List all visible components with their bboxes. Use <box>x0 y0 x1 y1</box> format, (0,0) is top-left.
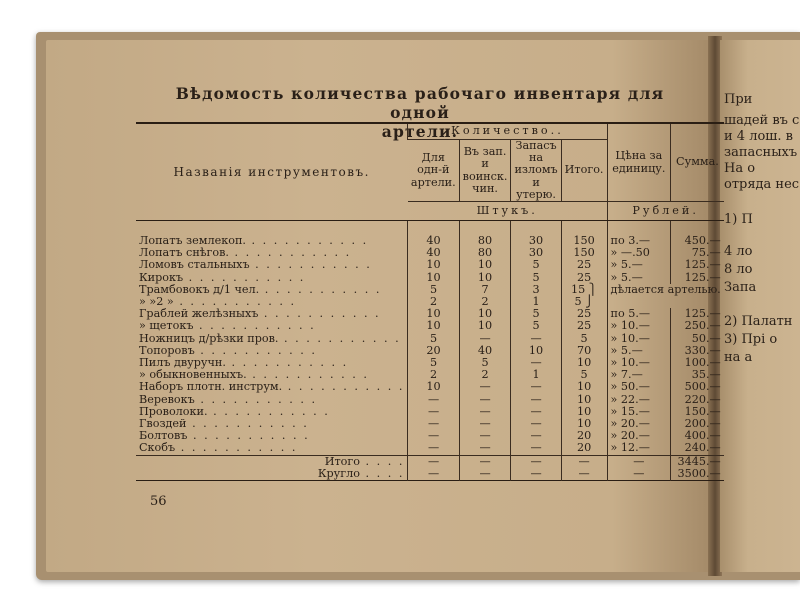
cell-spare: — <box>511 418 561 430</box>
row-name-text: Веревокъ <box>139 393 195 406</box>
cell-reserve: — <box>459 468 511 481</box>
row-name <box>136 320 408 332</box>
row-name-text: Ломовъ стальныхъ <box>139 259 250 272</box>
cell-reserve: — <box>459 455 511 468</box>
cell-per-artel: 5 <box>408 357 459 369</box>
right-page-line: 1) П <box>724 212 753 227</box>
cell-sum: 250.— <box>671 320 724 332</box>
right-page-line: запасныхъ <box>724 145 798 160</box>
leader-dots: . . . . . . . . . . . <box>173 296 297 309</box>
right-page-line: шадей въ с <box>724 113 800 128</box>
row-name <box>136 308 408 320</box>
cell-price: » 10.— <box>607 320 671 332</box>
row-name-text: Трамбовокъ д/1 чел. <box>139 283 260 296</box>
row-name-text: Кирокъ <box>139 271 184 284</box>
row-name <box>136 333 408 345</box>
cell-per-artel: — <box>408 406 459 418</box>
cell-spare: — <box>511 468 561 481</box>
leader-dots: . . . . <box>359 467 405 480</box>
row-name <box>136 284 408 296</box>
cell-spare: 3 <box>511 284 561 296</box>
cell-reserve: 80 <box>459 247 511 259</box>
cell-total: 10 <box>561 394 607 406</box>
title-line-1: Вѣдомость количества рабочаго инвентаря для одной <box>175 84 665 122</box>
cell-reserve: 2 <box>459 296 511 308</box>
cell-spare: 5 <box>511 320 561 332</box>
leader-dots: . . . . . . . . . . . <box>228 247 352 260</box>
cell-price: » 20.— <box>607 430 671 442</box>
header-per-artel: Для одн-й артели. <box>408 140 459 202</box>
table-row <box>136 259 724 271</box>
cell-spare: — <box>511 442 561 455</box>
cell-spare: — <box>511 357 561 369</box>
totals-row <box>136 455 724 468</box>
cell-spare: — <box>511 333 561 345</box>
cell-spare: 30 <box>511 235 561 247</box>
inventory-table <box>136 122 724 481</box>
cell-sum: 200.— <box>671 418 724 430</box>
row-name <box>136 406 408 418</box>
table-row <box>136 381 724 393</box>
cell-total: 10 <box>561 406 607 418</box>
cell-spare: 1 <box>511 296 561 308</box>
table-row <box>136 320 724 332</box>
leader-dots: . . . . . . . . . . . <box>193 320 316 333</box>
cell-total: 20 <box>561 442 607 455</box>
leader-dots: . . . . . . . . . . . <box>194 393 318 406</box>
cell-reserve: — <box>459 418 511 430</box>
leader-dots: . . . . . . . . . . . <box>249 259 372 272</box>
cell-sum: 500.— <box>671 381 724 393</box>
cell-total: 20 <box>561 430 607 442</box>
cell-total: 150 <box>561 235 607 247</box>
header-pieces: Штукъ. <box>408 202 607 221</box>
row-name <box>136 357 408 369</box>
cell-sum: 330.— <box>671 345 724 357</box>
leader-dots: . . . . . . . . . . . <box>246 369 369 382</box>
header-total: Итого. <box>561 140 607 202</box>
header-quantity: Количество.. <box>408 123 607 140</box>
cell-sum: 100.— <box>671 357 724 369</box>
cell-per-artel: 10 <box>408 381 459 393</box>
leader-dots: . . . . . . . . . . . <box>278 332 401 345</box>
cell-sum: 220.— <box>671 394 724 406</box>
cell-total: — <box>561 468 607 481</box>
cell-sum: 3445.— <box>671 455 724 468</box>
cell-total: 25 <box>561 320 607 332</box>
cell-reserve: — <box>459 442 511 455</box>
cell-per-artel: 40 <box>408 235 459 247</box>
cell-total: 10 <box>561 381 607 393</box>
cell-sum: 50.— <box>671 333 724 345</box>
row-name-text: Пилъ двуручн. <box>139 357 226 370</box>
leader-dots: . . . . . . . . . . . <box>245 235 369 248</box>
cell-reserve: — <box>459 430 511 442</box>
right-page-line: При <box>724 92 753 107</box>
row-name <box>136 345 408 357</box>
leader-dots: . . . . . . . . . . . <box>225 357 349 370</box>
cell-per-artel: 2 <box>408 296 459 308</box>
cell-per-artel: 20 <box>408 345 459 357</box>
right-page-line: 3) Прі о <box>724 332 778 347</box>
cell-per-artel: 10 <box>408 320 459 332</box>
cell-reserve: — <box>459 394 511 406</box>
cell-reserve: 2 <box>459 369 511 381</box>
cell-spare: 5 <box>511 308 561 320</box>
cell-total: — <box>561 455 607 468</box>
cell-per-artel: 40 <box>408 247 459 259</box>
cell-sum: 35.— <box>671 369 724 381</box>
right-page-line: отряда нес <box>724 177 800 192</box>
cell-total: 5 <box>561 333 607 345</box>
cell-price: — <box>607 455 671 468</box>
cell-total: 150 <box>561 247 607 259</box>
leader-dots: . . . . . . . . . . . <box>207 405 330 418</box>
cell-reserve: 7 <box>459 284 511 296</box>
cell-price: » 20.— <box>607 418 671 430</box>
cell-total: 25 <box>561 308 607 320</box>
row-name <box>136 394 408 406</box>
totals-label-text: Итого <box>324 455 360 468</box>
cell-per-artel: — <box>408 430 459 442</box>
row-name-text: Лопатъ землекоп. <box>139 235 246 248</box>
cell-sum: 450.— <box>671 235 724 247</box>
leader-dots: . . . . . . . . . . . <box>194 344 317 357</box>
cell-reserve: — <box>459 333 511 345</box>
cell-per-artel: 5 <box>408 284 459 296</box>
cell-sum: 125.— <box>671 272 724 284</box>
cell-price: » 5.— <box>607 272 671 284</box>
leader-dots: . . . . . . . . . . . <box>175 442 298 455</box>
row-name-text: Болтовъ <box>139 430 188 443</box>
row-name-text: » обыкновенныхъ. <box>139 369 247 382</box>
leader-dots: . . . . . . . . . . . <box>258 308 381 321</box>
right-page-line: На о <box>724 161 756 176</box>
cell-per-artel: 10 <box>408 259 459 271</box>
row-name <box>136 369 408 381</box>
cell-spare: 5 <box>511 259 561 271</box>
cell-total: 5 <box>561 369 607 381</box>
cell-total: 10 <box>561 418 607 430</box>
cell-sum: 150.— <box>671 406 724 418</box>
cell-price: — <box>607 468 671 481</box>
row-name <box>136 247 408 259</box>
cell-price: » 5.— <box>607 345 671 357</box>
row-name-text: Топоровъ <box>139 344 195 357</box>
row-name <box>136 418 408 430</box>
row-name-text: Граблей желѣзныхъ <box>139 308 259 321</box>
header-reserve: Въ зап. и воинск. чин. <box>459 140 511 202</box>
leader-dots: . . . . <box>359 455 405 468</box>
header-names-text: Названія инструментовъ. <box>173 164 370 179</box>
row-name <box>136 235 408 247</box>
row-name-text: Наборъ плотн. инструм. <box>139 381 283 394</box>
row-name-text: » »2 » <box>139 296 174 309</box>
row-name-text: Лопатъ снѣгов. <box>139 247 229 260</box>
cell-spare: 1 <box>511 369 561 381</box>
leader-dots: . . . . . . . . . . . <box>186 418 309 431</box>
cell-per-artel: — <box>408 442 459 455</box>
cell-sum: 240.— <box>671 442 724 455</box>
cell-spare: 10 <box>511 345 561 357</box>
right-page-line: на а <box>724 350 753 365</box>
title-line-2: артели. <box>381 122 459 141</box>
brace-note: дѣлается артелью. <box>607 284 724 296</box>
row-name <box>136 430 408 442</box>
right-page-line: 2) Палатн <box>724 314 793 329</box>
cell-per-artel: 10 <box>408 272 459 284</box>
leader-dots: . . . . . . . . . . . <box>282 381 405 394</box>
table-body <box>136 235 724 481</box>
cell-total: 5 ⎭ <box>561 296 607 308</box>
cell-reserve: 10 <box>459 272 511 284</box>
cell-reserve: 10 <box>459 308 511 320</box>
row-name-text: Скобъ <box>139 442 176 455</box>
cell-reserve: 40 <box>459 345 511 357</box>
cell-spare: 30 <box>511 247 561 259</box>
row-name-text: » щетокъ <box>139 320 194 333</box>
cell-sum: 400.— <box>671 430 724 442</box>
totals-label <box>136 468 408 481</box>
cell-spare: — <box>511 394 561 406</box>
cell-total: 10 <box>561 357 607 369</box>
cell-reserve: 10 <box>459 320 511 332</box>
cell-spare: — <box>511 430 561 442</box>
cell-per-artel: 5 <box>408 333 459 345</box>
table-row <box>136 442 724 455</box>
cell-reserve: 80 <box>459 235 511 247</box>
cell-sum: 125.— <box>671 308 724 320</box>
row-name-text: Гвоздей <box>139 418 187 431</box>
row-name <box>136 296 408 308</box>
cell-reserve: 5 <box>459 357 511 369</box>
cell-price: » 50.— <box>607 381 671 393</box>
header-sum: Сумма. <box>671 123 724 202</box>
cell-sum: 125.— <box>671 259 724 271</box>
cell-price: » 10.— <box>607 333 671 345</box>
leader-dots: . . . . . . . . . . . <box>187 430 310 443</box>
cell-price: по 5.— <box>607 308 671 320</box>
header-spare: Запасъ на изломъ и утерю. <box>511 140 561 202</box>
cell-price: » —.50 <box>607 247 671 259</box>
cell-per-artel: 10 <box>408 308 459 320</box>
totals-row <box>136 468 724 481</box>
header-names <box>136 123 408 221</box>
cell-spare: 5 <box>511 272 561 284</box>
cell-per-artel: 2 <box>408 369 459 381</box>
cell-reserve: — <box>459 381 511 393</box>
row-name <box>136 381 408 393</box>
totals-label-text: Кругло <box>317 467 360 480</box>
cell-spare: — <box>511 381 561 393</box>
row-name-text: Проволоки. <box>139 405 208 418</box>
header-rubles: Рублей. <box>607 202 724 221</box>
page-number: 56 <box>150 494 167 509</box>
cell-spare: — <box>511 455 561 468</box>
cell-price: » 10.— <box>607 357 671 369</box>
table-row <box>136 333 724 345</box>
cell-total: 15 ⎫ <box>561 284 607 296</box>
header-price: Цѣна за единицу. <box>607 123 671 202</box>
right-page-line: и 4 лош. в <box>724 129 793 144</box>
cell-price: » 12.— <box>607 442 671 455</box>
cell-price: » 22.— <box>607 394 671 406</box>
leader-dots: . . . . . . . . . . . <box>183 271 306 284</box>
cell-sum: 3500.— <box>671 468 724 481</box>
cell-price: » 15.— <box>607 406 671 418</box>
cell-spare: — <box>511 406 561 418</box>
totals-label <box>136 455 408 468</box>
cell-per-artel: — <box>408 394 459 406</box>
right-page-line: 4 ло <box>724 244 753 259</box>
cell-reserve: 10 <box>459 259 511 271</box>
row-name <box>136 259 408 271</box>
table-row <box>136 272 724 284</box>
cell-per-artel: — <box>408 418 459 430</box>
row-name <box>136 442 408 455</box>
row-name-text: Ножницъ д/рѣзки пров. <box>139 332 279 345</box>
leader-dots: . . . . . . . . . . . <box>259 283 382 296</box>
cell-price: » 7.— <box>607 369 671 381</box>
cell-price: по 3.— <box>607 235 671 247</box>
cell-sum: 75.— <box>671 247 724 259</box>
cell-total: 25 <box>561 272 607 284</box>
right-page-line: 8 ло <box>724 262 753 277</box>
cell-per-artel: — <box>408 455 459 468</box>
cell-price: » 5.— <box>607 259 671 271</box>
cell-total: 25 <box>561 259 607 271</box>
row-name <box>136 272 408 284</box>
right-page-line: Запа <box>724 280 757 295</box>
cell-reserve: — <box>459 406 511 418</box>
cell-total: 70 <box>561 345 607 357</box>
cell-per-artel: — <box>408 468 459 481</box>
right-page <box>720 40 800 572</box>
